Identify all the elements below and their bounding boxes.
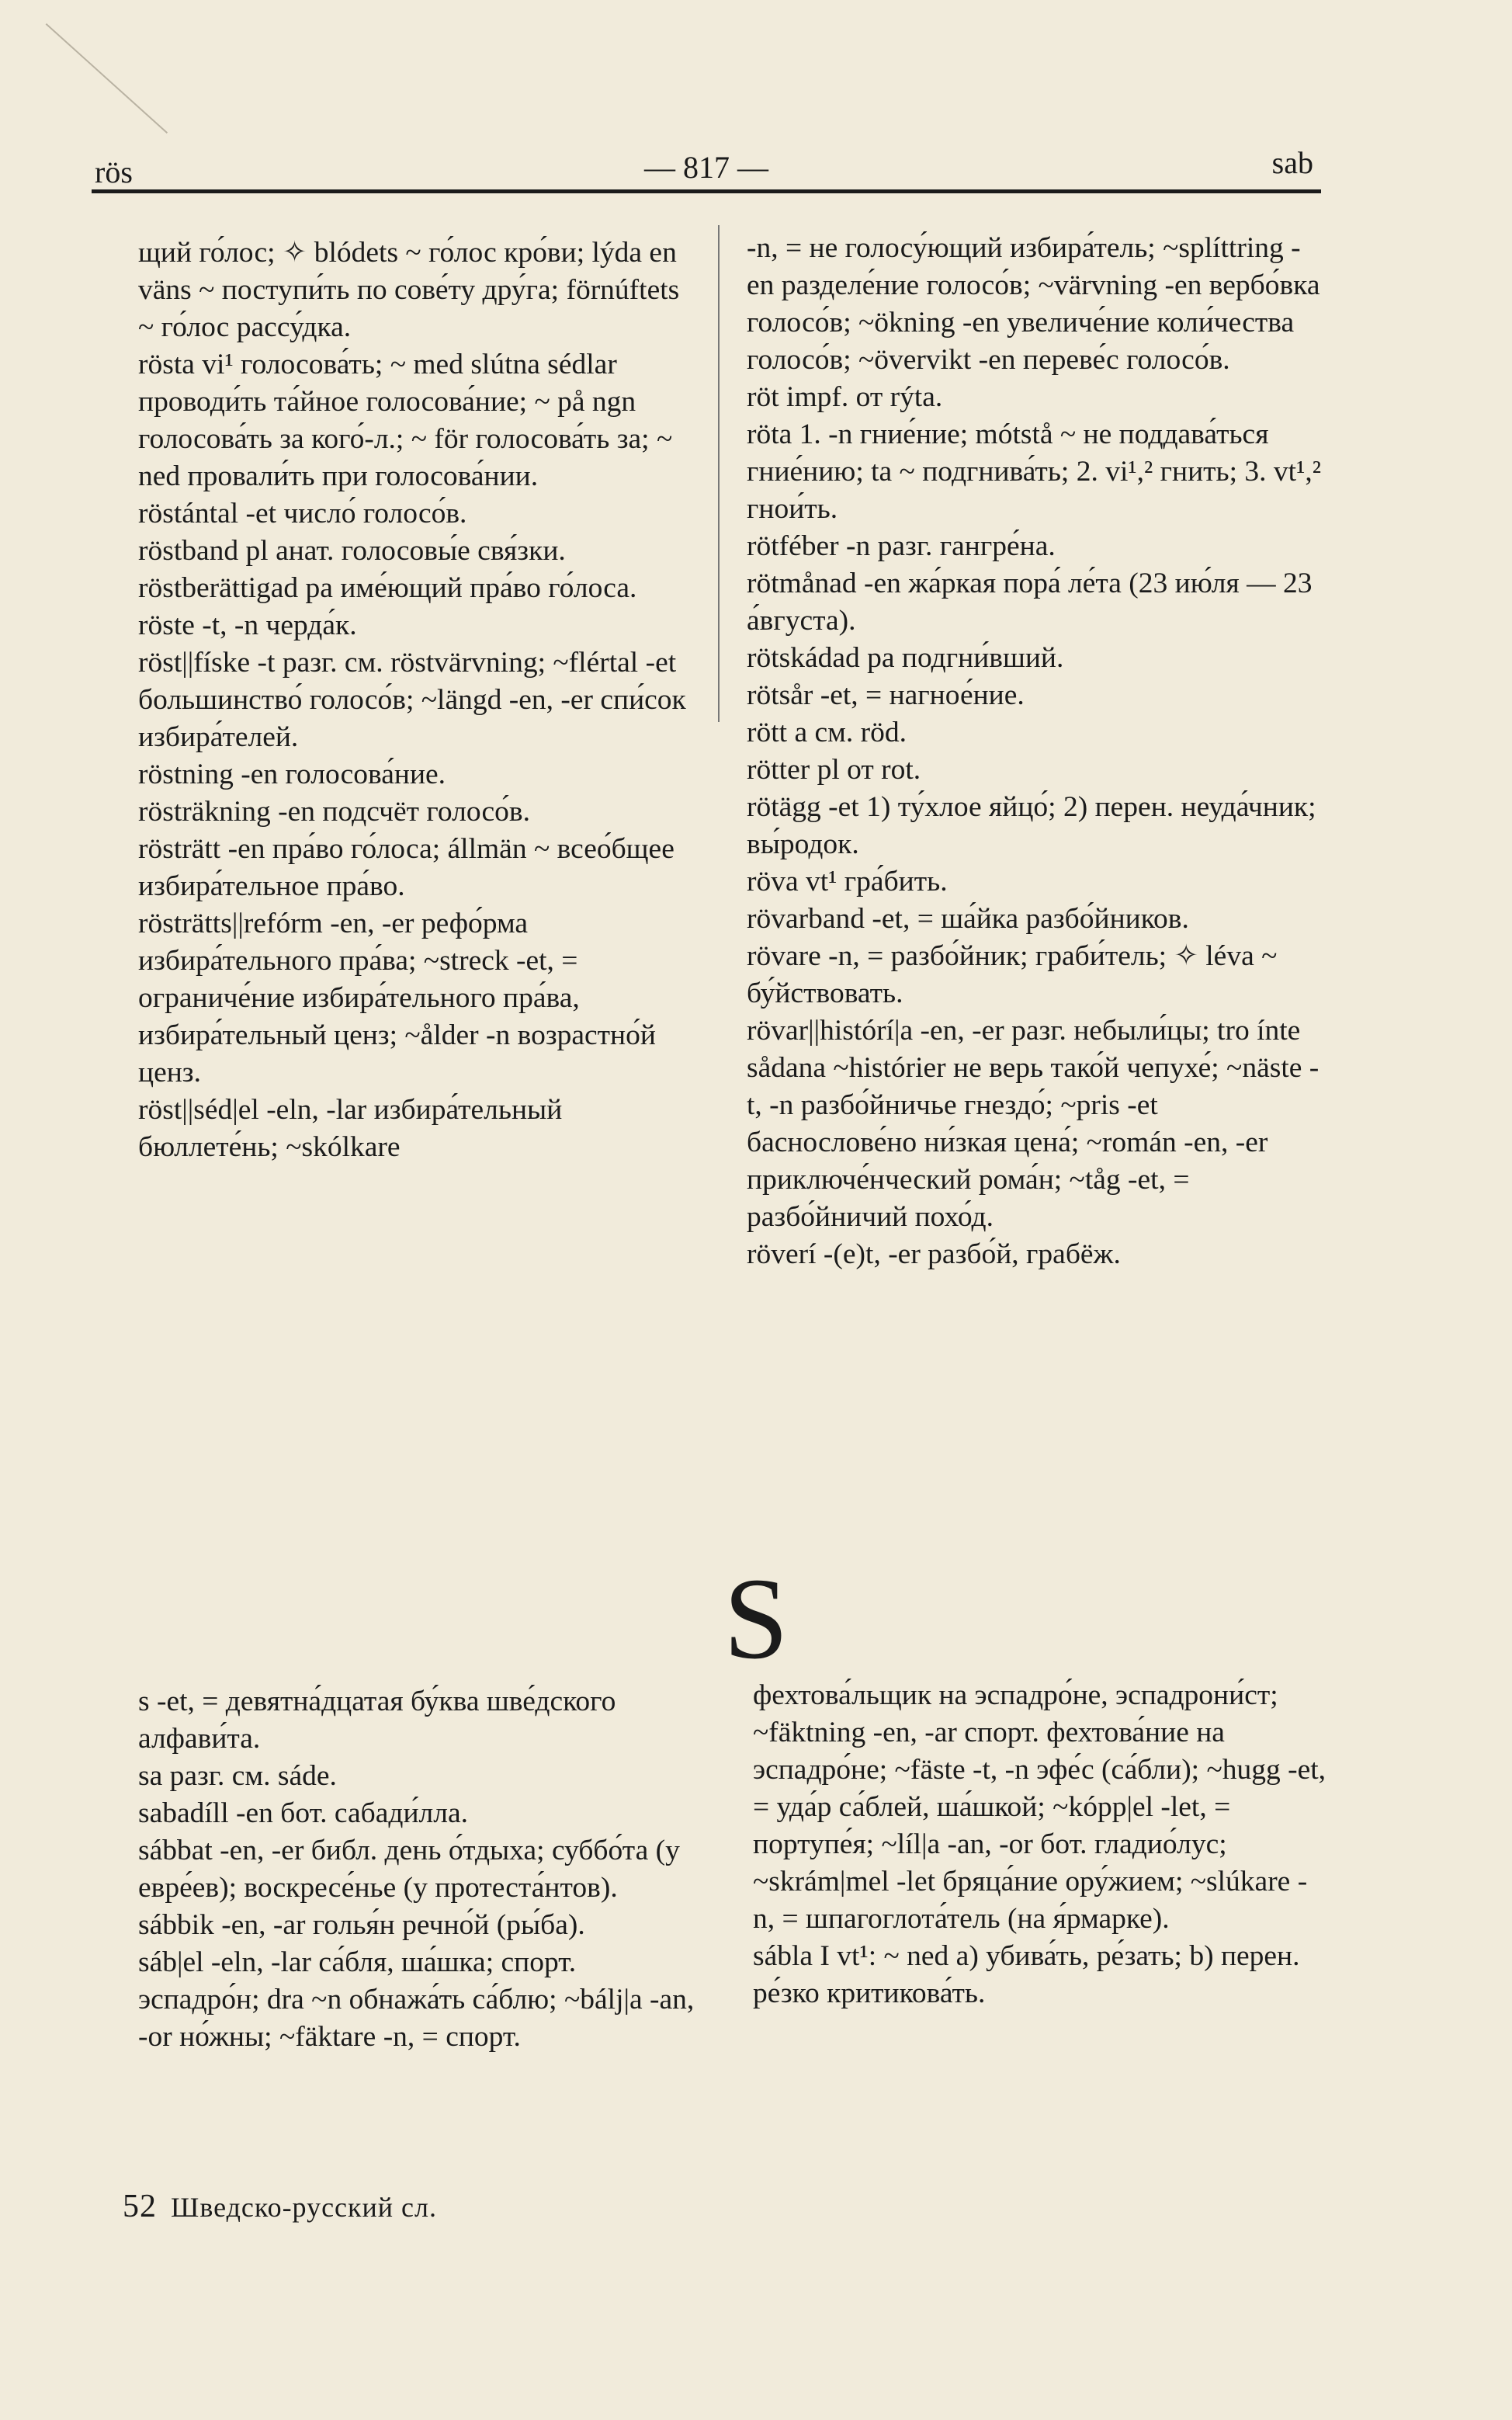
bottom-right-column bbox=[753, 1677, 1327, 2012]
entry: röstántal -et число́ голосо́в. bbox=[138, 498, 467, 529]
entry: röst||físke -t разг. см. röstvärvning; ~flértal -et большинство́ голосо́в; ~längd -en, -er спи́сок избира́телей. bbox=[138, 647, 686, 753]
entry: rötter pl от rot. bbox=[747, 754, 921, 786]
entry: rövare -n, = разбо́йник; граби́тель; ✧ léva ~ бу́йствовать. bbox=[747, 940, 1278, 1009]
entry: röst||séd|el -eln, -lar избира́тельный бюллете́нь; ~skólkare bbox=[138, 1094, 563, 1163]
entry: röstning -en голосова́ние. bbox=[138, 759, 446, 790]
entry: rösträtt -en пра́во го́лоса; állmän ~ всео́бщее избира́тельное пра́во. bbox=[138, 833, 675, 902]
page-fold-mark bbox=[46, 23, 168, 134]
top-right-column bbox=[747, 230, 1325, 1273]
entry: s -et, = девятна́дцатая бу́ква шве́дского алфави́та. bbox=[138, 1686, 616, 1755]
entry: röstband pl анат. голосовы́е свя́зки. bbox=[138, 535, 566, 567]
bottom-left-column bbox=[138, 1683, 705, 2056]
header-right-guideword: sab bbox=[1271, 145, 1313, 180]
entry: щий го́лос; ✧ blódets ~ го́лос кро́ви; lýda en väns ~ поступи́ть по сове́ту дру́га; förnúftets ~ го́лос рассу́дка. bbox=[138, 237, 680, 343]
entry: -n, = не голосу́ющий избира́тель; ~splíttring -en разделе́ние голосо́в; ~värvning -en вербо́вка голосо́в; ~ökning -en увеличе́ние коли́чества голосо́в; ~övervikt -en переве́с голосо́в. bbox=[747, 232, 1320, 376]
entry: rövarband -et, = ша́йка разбо́йников. bbox=[747, 903, 1189, 935]
entry: rötägg -et 1) ту́хлое яйцо́; 2) перен. неуда́чник; вы́родок. bbox=[747, 791, 1316, 860]
page-number: — 817 — bbox=[644, 150, 768, 185]
entry: röta 1. -n гние́ние; mótstå ~ не поддава́ться гние́нию; ta ~ подгнива́ть; 2. vi¹,² гнить; 3. vt¹,² гнои́ть. bbox=[747, 418, 1321, 525]
entry: sábbat -en, -er библ. день о́тдыха; суббо́та (у евре́ев); воскресе́нье (у протеста́нтов). bbox=[138, 1835, 680, 1904]
entry: rösta vi¹ голосова́ть; ~ med slútna sédlar проводи́ть та́йное голосова́ние; ~ på ngn голосова́ть за кого́-л.; ~ för голосова́ть за; ~ ned провали́ть при голосова́нии. bbox=[138, 349, 673, 492]
entry: sábla I vt¹: ~ ned а) убива́ть, ре́зать; b) перен. ре́зко критикова́ть. bbox=[753, 1940, 1300, 2009]
entry: rötsår -et, = нагное́ние. bbox=[747, 679, 1025, 711]
entry: sáb|el -eln, -lar са́бля, ша́шка; спорт. эспадро́н; dra ~n обнажа́ть са́блю; ~bálj|a -an, -or но́жны; ~fäktare -n, = спорт. bbox=[138, 1946, 695, 2053]
running-header bbox=[92, 145, 1321, 194]
signature-footer bbox=[123, 2188, 437, 2225]
entry: sa разг. см. sáde. bbox=[138, 1760, 337, 1792]
header-left-guideword: rös bbox=[95, 155, 133, 189]
entry: röverí -(e)t, -er разбо́й, грабёж. bbox=[747, 1238, 1121, 1270]
entry: röstberättigad pa име́ющий пра́во го́лоса. bbox=[138, 572, 637, 604]
entry: sabadíll -en бот. сабади́лла. bbox=[138, 1797, 468, 1829]
header-rule bbox=[92, 189, 1321, 193]
entry: rösträkning -en подсчёт голосо́в. bbox=[138, 796, 530, 828]
entry: rötmånad -en жа́ркая пора́ ле́та (23 ию́ля — 23 а́вгуста). bbox=[747, 568, 1313, 637]
entry: rött a см. röd. bbox=[747, 717, 907, 748]
entry: sábbik -en, -ar голья́н речно́й (ры́ба). bbox=[138, 1909, 585, 1941]
top-left-column bbox=[138, 234, 697, 1166]
signature-title: Шведско-русский сл. bbox=[171, 2192, 437, 2223]
column-divider bbox=[718, 225, 720, 722]
entry: rötféber -n разг. гангре́на. bbox=[747, 530, 1056, 562]
entry: rösträtts||refórm -en, -er рефо́рма избира́тельного пра́ва; ~streck -et, = ограниче́ние избира́тельного пра́ва, избира́тельный ценз; ~ålder -n возрастно́й ценз. bbox=[138, 908, 656, 1088]
entry: röt impf. от rýta. bbox=[747, 381, 943, 413]
entry: röva vt¹ гра́бить. bbox=[747, 866, 948, 898]
entry: фехтова́льщик на эспадро́не, эспадрони́ст; ~fäktning -en, -ar спорт. фехтова́ние на эспадро́не; ~fäste -t, -n эфе́с (са́бли); ~hugg -et, = уда́р са́блей, ша́шкой; ~kópp|el -let, = портупе́я; ~líl|a -an, -or бот. гладио́лус; ~skrám|mel -let бряца́ние ору́жием; ~slúkare -n, = шпагоглота́тель (на я́рмарке). bbox=[753, 1679, 1326, 1935]
signature-number: 52 bbox=[123, 2189, 157, 2224]
entry: röste -t, -n черда́к. bbox=[138, 609, 357, 641]
entry: rövar||histórí|a -en, -er разг. небыли́цы; tro ínte sådana ~histórier не верь тако́й чепухе́; ~näste -t, -n разбо́йничье гнездо́; ~pris -et баснослове́но ни́зкая цена́; ~román -en, -er приключе́нческий рома́н; ~tåg -et, = разбо́йничий похо́д. bbox=[747, 1015, 1320, 1233]
entry: rötskádad pa подгни́вший. bbox=[747, 642, 1064, 674]
section-letter: S bbox=[723, 1554, 789, 1683]
